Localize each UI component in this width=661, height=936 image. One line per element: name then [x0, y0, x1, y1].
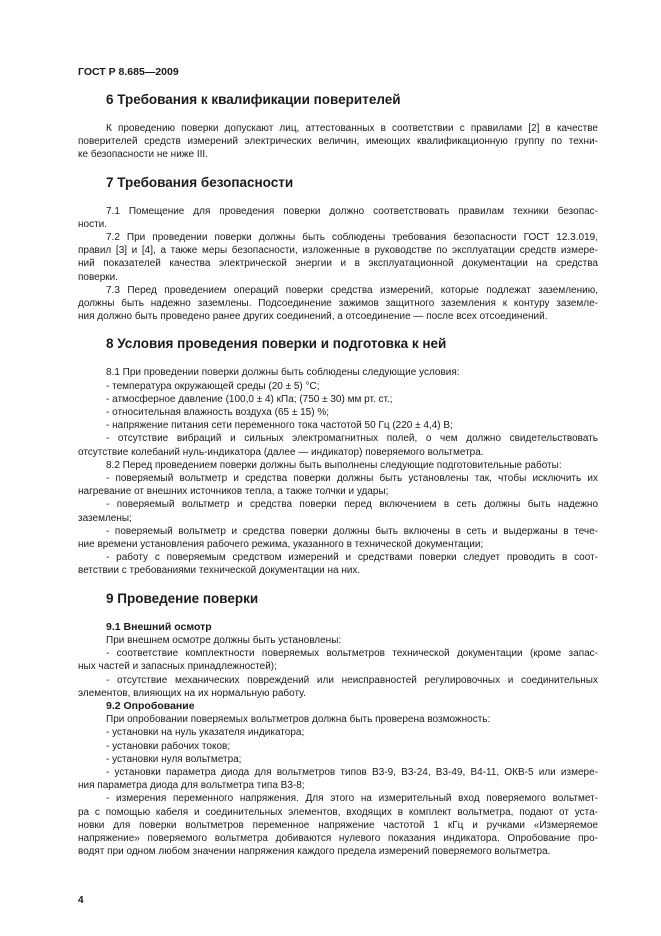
text-line: отсутствие колебаний нуль-индикатора (далее — индикатор) поверяемого вольтметра.	[78, 446, 484, 458]
text-line: - поверяемый вольтметр и средства поверки должны быть установлены так, чтобы исключить их	[106, 473, 598, 485]
text-line: ветствии с требованиями технической документации на них.	[78, 565, 361, 577]
text-line: При внешнем осмотре должны быть установлены:	[106, 634, 342, 646]
text-line: - отсутствие механических повреждений или неисправностей регулировочных и соединительных	[106, 674, 598, 686]
paragraph	[78, 634, 598, 647]
text-line: 7.2 При проведении поверки должны быть соблюдены требования безопасности ГОСТ 12.3.019,	[106, 232, 598, 244]
text-line: ния должно быть проведено ранее других соединений, а отсоединение — после всех отсоединений.	[78, 311, 548, 323]
text-line: водят при одном любом значении напряжения каждого предела измерений поверяемого вольтметра.	[78, 846, 551, 858]
text-line: - установки нуля вольтметра;	[106, 753, 242, 765]
paragraph	[78, 459, 598, 472]
text-line: заземлены;	[78, 512, 132, 524]
text-line: поверки.	[78, 271, 119, 283]
text-line: ных частей и запасных принадлежностей);	[78, 661, 277, 673]
paragraph	[78, 525, 598, 551]
text-line: ния параметра диода для вольтметра типа В3-8;	[78, 780, 305, 792]
text-line: - поверяемый вольтметр и средства поверки перед включением в сеть должны быть надежно	[106, 499, 598, 511]
text-line: ра с помощью кабеля и соединительных элементов, входящих в комплект вольтметра, подают от уста-	[78, 806, 598, 818]
page-number: 4	[78, 895, 84, 906]
paragraph	[78, 551, 598, 577]
paragraph	[78, 753, 598, 766]
text-line: нагревание от внешних источников тепла, а также толчки и удары;	[78, 486, 389, 498]
text-line: должны быть надежно заземлены. Подсоединение зажимов защитного заземления к контуру заземле-	[78, 298, 598, 310]
text-line: поверителей средств измерений электрических величин, имеющих квалификационную группу по техни-	[78, 136, 598, 148]
subsection-heading: 9.1 Внешний осмотр	[106, 620, 212, 633]
text-line: - напряжение питания сети переменного тока частотой 50 Гц (220 ± 4,4) В;	[106, 420, 453, 432]
paragraph	[78, 122, 598, 162]
text-line: - соответствие комплектности поверяемых вольтметров технической документации (кроме запас-	[106, 648, 598, 660]
paragraph	[78, 674, 598, 700]
paragraph	[78, 647, 598, 673]
paragraph	[78, 713, 598, 726]
paragraph	[78, 393, 598, 406]
paragraph	[78, 284, 598, 324]
text-line: ке безопасности не ниже III.	[78, 149, 208, 161]
section-heading: 8 Условия проведения поверки и подготовка к ней	[106, 336, 447, 352]
text-line: 8.2 Перед проведением поверки должны быть выполнены следующие подготовительные работы:	[106, 459, 562, 471]
paragraph	[78, 432, 598, 458]
text-line: новки для поверки вольтметров переменное напряжение частотой 1 кГц и ручками «Измеряемое	[78, 819, 598, 831]
paragraph	[78, 406, 598, 419]
text-line: ности.	[78, 218, 108, 230]
document-header: ГОСТ Р 8.685—2009	[78, 66, 179, 78]
text-line: - атмосферное давление (100,0 ± 4) кПа; (750 ± 30) мм рт. ст.;	[106, 393, 393, 405]
text-line: - установки на нуль указателя индикатора;	[106, 727, 305, 739]
paragraph	[78, 366, 598, 379]
paragraph	[78, 766, 598, 792]
paragraph	[78, 472, 598, 498]
paragraph	[78, 726, 598, 739]
document-body	[78, 92, 598, 858]
text-line: - поверяемый вольтметр и средства поверки должны быть включены в сеть и выдержаны в тече-	[106, 525, 598, 537]
paragraph	[78, 498, 598, 524]
text-line: - измерения переменного напряжения. Для этого на измерительный вход поверяемого вольтмет-	[106, 793, 598, 805]
text-line: 7.3 Перед проведением операций поверки средства измерений, которые подлежат заземлению,	[106, 284, 598, 296]
paragraph	[78, 205, 598, 231]
section-heading: 7 Требования безопасности	[106, 174, 294, 190]
text-line: - установки параметра диода для вольтметров типов В3-9, В3-24, В3-49, В4-11, ОКВ-5 или измере-	[106, 766, 598, 778]
paragraph	[78, 740, 598, 753]
paragraph	[78, 231, 598, 284]
text-line: ние времени установления рабочего режима, указанного в технической документации;	[78, 539, 484, 551]
text-line: правил [3] и [4], а также меры безопасности, изложенные в руководстве по эксплуатации средств измере-	[78, 245, 598, 257]
text-line: элементов, влияющих на их нормальную работу.	[78, 687, 306, 699]
text-line: 7.1 Помещение для проведения поверки должно соответствовать правилам техники безопас-	[106, 205, 598, 217]
subsection-heading: 9.2 Опробование	[106, 699, 195, 712]
text-line: - установки рабочих токов;	[106, 740, 231, 752]
document-page	[78, 65, 598, 858]
paragraph	[78, 792, 598, 858]
text-line: - работу с поверяемым средством измерений и средствами поверки следует проводить в соот-	[106, 552, 598, 564]
text-line: - относительная влажность воздуха (65 ± 15) %;	[106, 407, 330, 419]
text-line: - температура окружающей среды (20 ± 5) °С;	[106, 380, 320, 392]
text-line: При опробовании поверяемых вольтметров должна быть проверена возможность:	[106, 714, 491, 726]
text-line: - отсутствие вибраций и сильных электромагнитных полей, о чем должно свидетельствовать	[106, 433, 598, 445]
text-line: ний показателей качества электрической энергии и в эксплуатационной документации на средства	[78, 258, 598, 270]
paragraph	[78, 380, 598, 393]
text-line: 8.1 При проведении поверки должны быть соблюдены следующие условия:	[106, 367, 460, 379]
text-line: К проведению поверки допускают лиц, аттестованных в соответствии с правилами [2] в качестве	[106, 123, 598, 134]
section-heading: 9 Проведение поверки	[106, 590, 259, 606]
text-line: напряжение» поверяемого вольтметра добиваются нулевого показания индикатора. Опробование про-	[78, 832, 598, 844]
section-heading: 6 Требования к квалификации поверителей	[106, 92, 401, 107]
paragraph	[78, 419, 598, 432]
